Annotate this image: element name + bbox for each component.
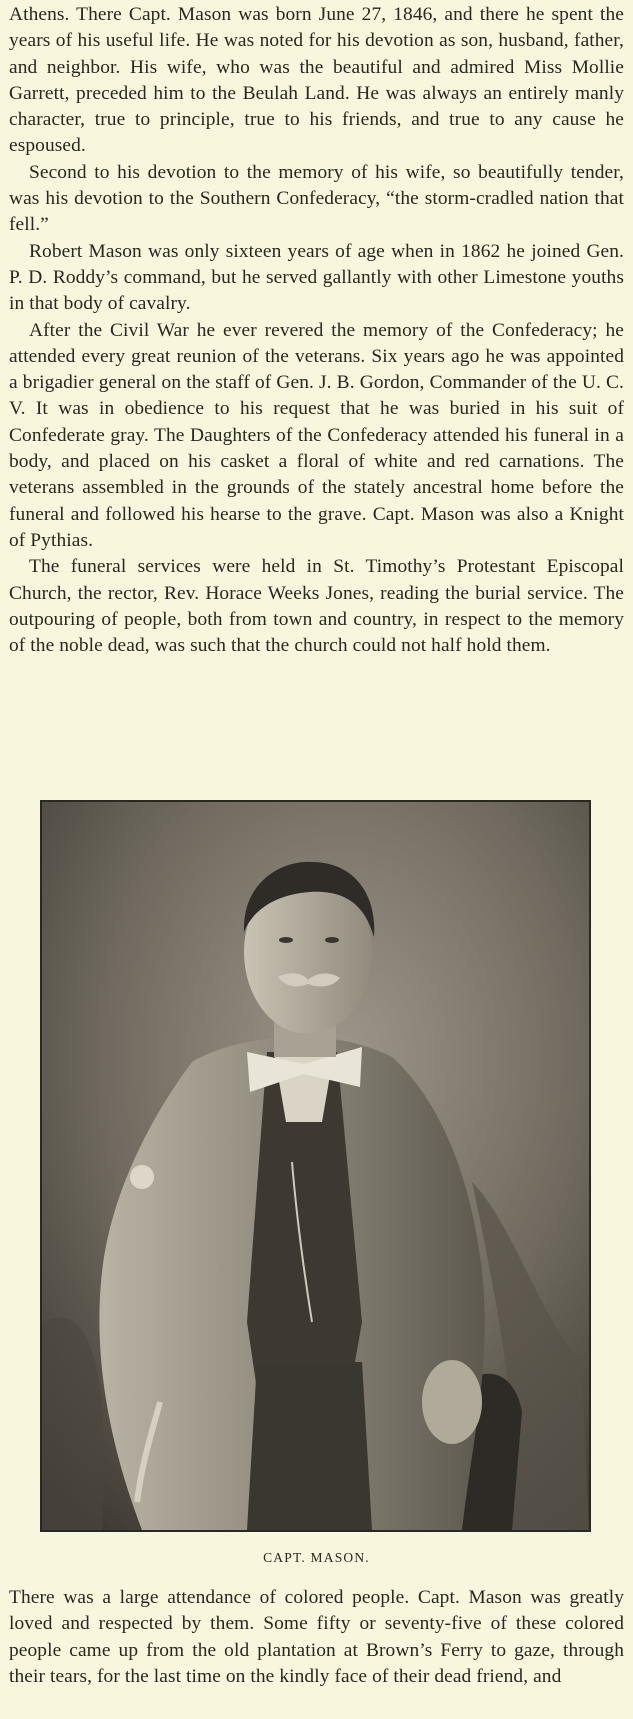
paragraph: After the Civil War he ever revered the memory of the Confederacy; he attended every great reunion of the veterans. Six years ago he was appointed a brigadier general on the staff of Gen. J. B. Gordon, Commander of the U. C. V. It was in obedience to his request that he was buried in his suit of Confederate gray. The Daughters of the Confederacy attended his funeral in a body, and placed on his casket a floral of white and red carnations. The veterans assembled in the grounds of the stately ancestral home before the funeral and followed his hearse to the grave. Capt. Mason was also a Knight of Pythias. [9,319,624,551]
portrait-illustration [42,802,589,1530]
article-text-bottom [9,1585,624,1690]
article-text-top [9,2,624,659]
paragraph: Robert Mason was only sixteen years of age when in 1862 he joined Gen. P. D. Roddy’s command, but he served gallantly with other Limestone youths in that body of cavalry. [9,240,624,315]
paragraph: There was a large attendance of colored people. Capt. Mason was greatly loved and respected by them. Some fifty or seventy-five of these colored people came up from the old plantation at Brown’s Ferry to gaze, through their tears, for the last time on the kindly face of their dead friend, and [9,1587,624,1687]
paragraph: Athens. There Capt. Mason was born June 27, 1846, and there he spent the years of his useful life. He was noted for his devotion as son, husband, father, and neighbor. His wife, who was the beautiful and admired Miss Mollie Garrett, preceded him to the Beulah Land. He was always an entirely manly character, true to principle, true to his friends, and true to any cause he espoused. [9,4,624,157]
portrait-photo [40,800,591,1532]
paragraph: Second to his devotion to the memory of his wife, so beautifully tender, was his devotion to the Southern Confederacy, “the storm-cradled nation that fell.” [9,161,624,236]
photo-caption: CAPT. MASON. [263,1550,370,1565]
paragraph: The funeral services were held in St. Timothy’s Protestant Episcopal Church, the rector, Rev. Horace Weeks Jones, reading the burial service. The outpouring of people, both from town and country, in respect to the memory of the noble dead, was such that the church could not half hold them. [9,556,624,657]
